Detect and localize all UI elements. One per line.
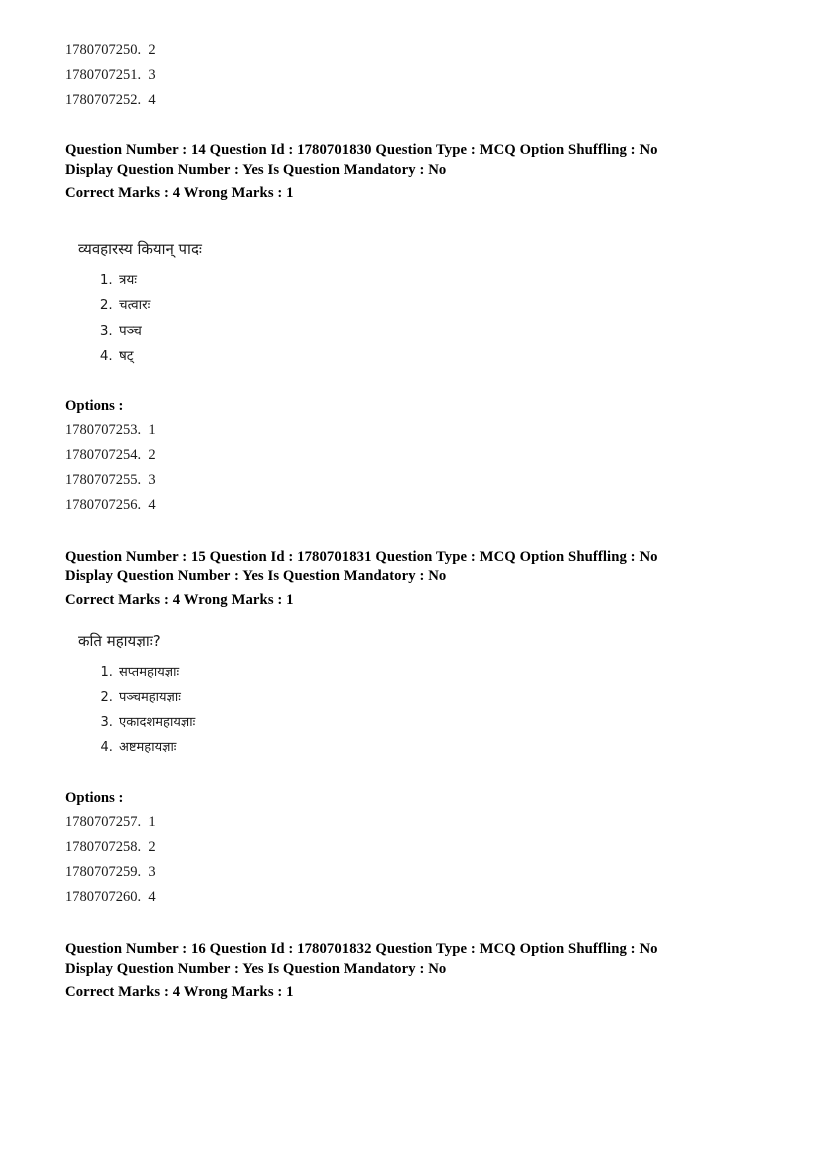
choice-item[interactable]: 2. चत्वारः: [117, 293, 765, 319]
option-id-list-continued: [65, 38, 765, 113]
choice-item[interactable]: 1. त्रयः: [117, 268, 765, 294]
option-id-list: [65, 418, 765, 518]
question-marks: Correct Marks : 4 Wrong Marks : 1: [65, 591, 294, 608]
question-choices: [65, 660, 765, 760]
option-id-row: 1780707258. 2: [65, 839, 156, 855]
question-header-line1: Question Number : 14 Question Id : 1780701830 Question Type : MCQ Option Shuffling : No: [65, 142, 658, 158]
option-id-row: 1780707259. 3: [65, 864, 156, 880]
options-label: Options :: [65, 790, 124, 806]
option-id-row: 1780707260. 4: [65, 889, 156, 905]
question-block-14: [65, 141, 765, 518]
question-choices: [65, 268, 765, 370]
question-marks: Correct Marks : 4 Wrong Marks : 1: [65, 984, 294, 1000]
choice-item[interactable]: 2. पञ्चमहायज्ञाः: [117, 685, 765, 710]
question-header: [65, 548, 765, 587]
option-id-row: 1780707257. 1: [65, 814, 156, 830]
question-header: [65, 940, 765, 979]
option-id-list: [65, 810, 765, 910]
question-text: व्यवहारस्य कियान् पादः: [78, 239, 202, 258]
option-id-row: 1780707255. 3: [65, 471, 156, 488]
question-header-line2: Display Question Number : Yes Is Question Mandatory : No: [65, 568, 447, 584]
option-id-row: 1780707254. 2: [65, 446, 156, 463]
option-id-row: 1780707252. 4: [65, 92, 156, 108]
question-header-line2: Display Question Number : Yes Is Question Mandatory : No: [65, 960, 447, 977]
choice-item[interactable]: 3. पञ्च: [117, 319, 765, 345]
option-id-row: 1780707250. 2: [65, 42, 156, 58]
choice-item[interactable]: 3. एकादशमहायज्ञाः: [117, 710, 765, 735]
choice-item[interactable]: 4. षट्: [117, 344, 765, 370]
question-block-15: [65, 548, 765, 911]
question-header-line1: Question Number : 16 Question Id : 1780701832 Question Type : MCQ Option Shuffling : No: [65, 941, 658, 957]
option-id-row: 1780707251. 3: [65, 67, 156, 83]
option-id-row: 1780707256. 4: [65, 496, 156, 513]
options-label: Options :: [65, 397, 124, 414]
spacer: [65, 113, 765, 141]
question-block-16: [65, 940, 765, 1003]
choice-item[interactable]: 1. सप्तमहायज्ञाः: [117, 660, 765, 685]
document-content: [65, 38, 765, 1003]
option-id-row: 1780707253. 1: [65, 421, 156, 438]
question-header-line2: Display Question Number : Yes Is Question Mandatory : No: [65, 161, 447, 178]
choice-item[interactable]: 4. अष्टमहायज्ञाः: [117, 735, 765, 760]
question-header: [65, 141, 765, 180]
question-header-line1: Question Number : 15 Question Id : 1780701831 Question Type : MCQ Option Shuffling : No: [65, 548, 658, 565]
question-text: कति महायज्ञाः?: [78, 632, 161, 650]
question-marks: Correct Marks : 4 Wrong Marks : 1: [65, 185, 294, 201]
